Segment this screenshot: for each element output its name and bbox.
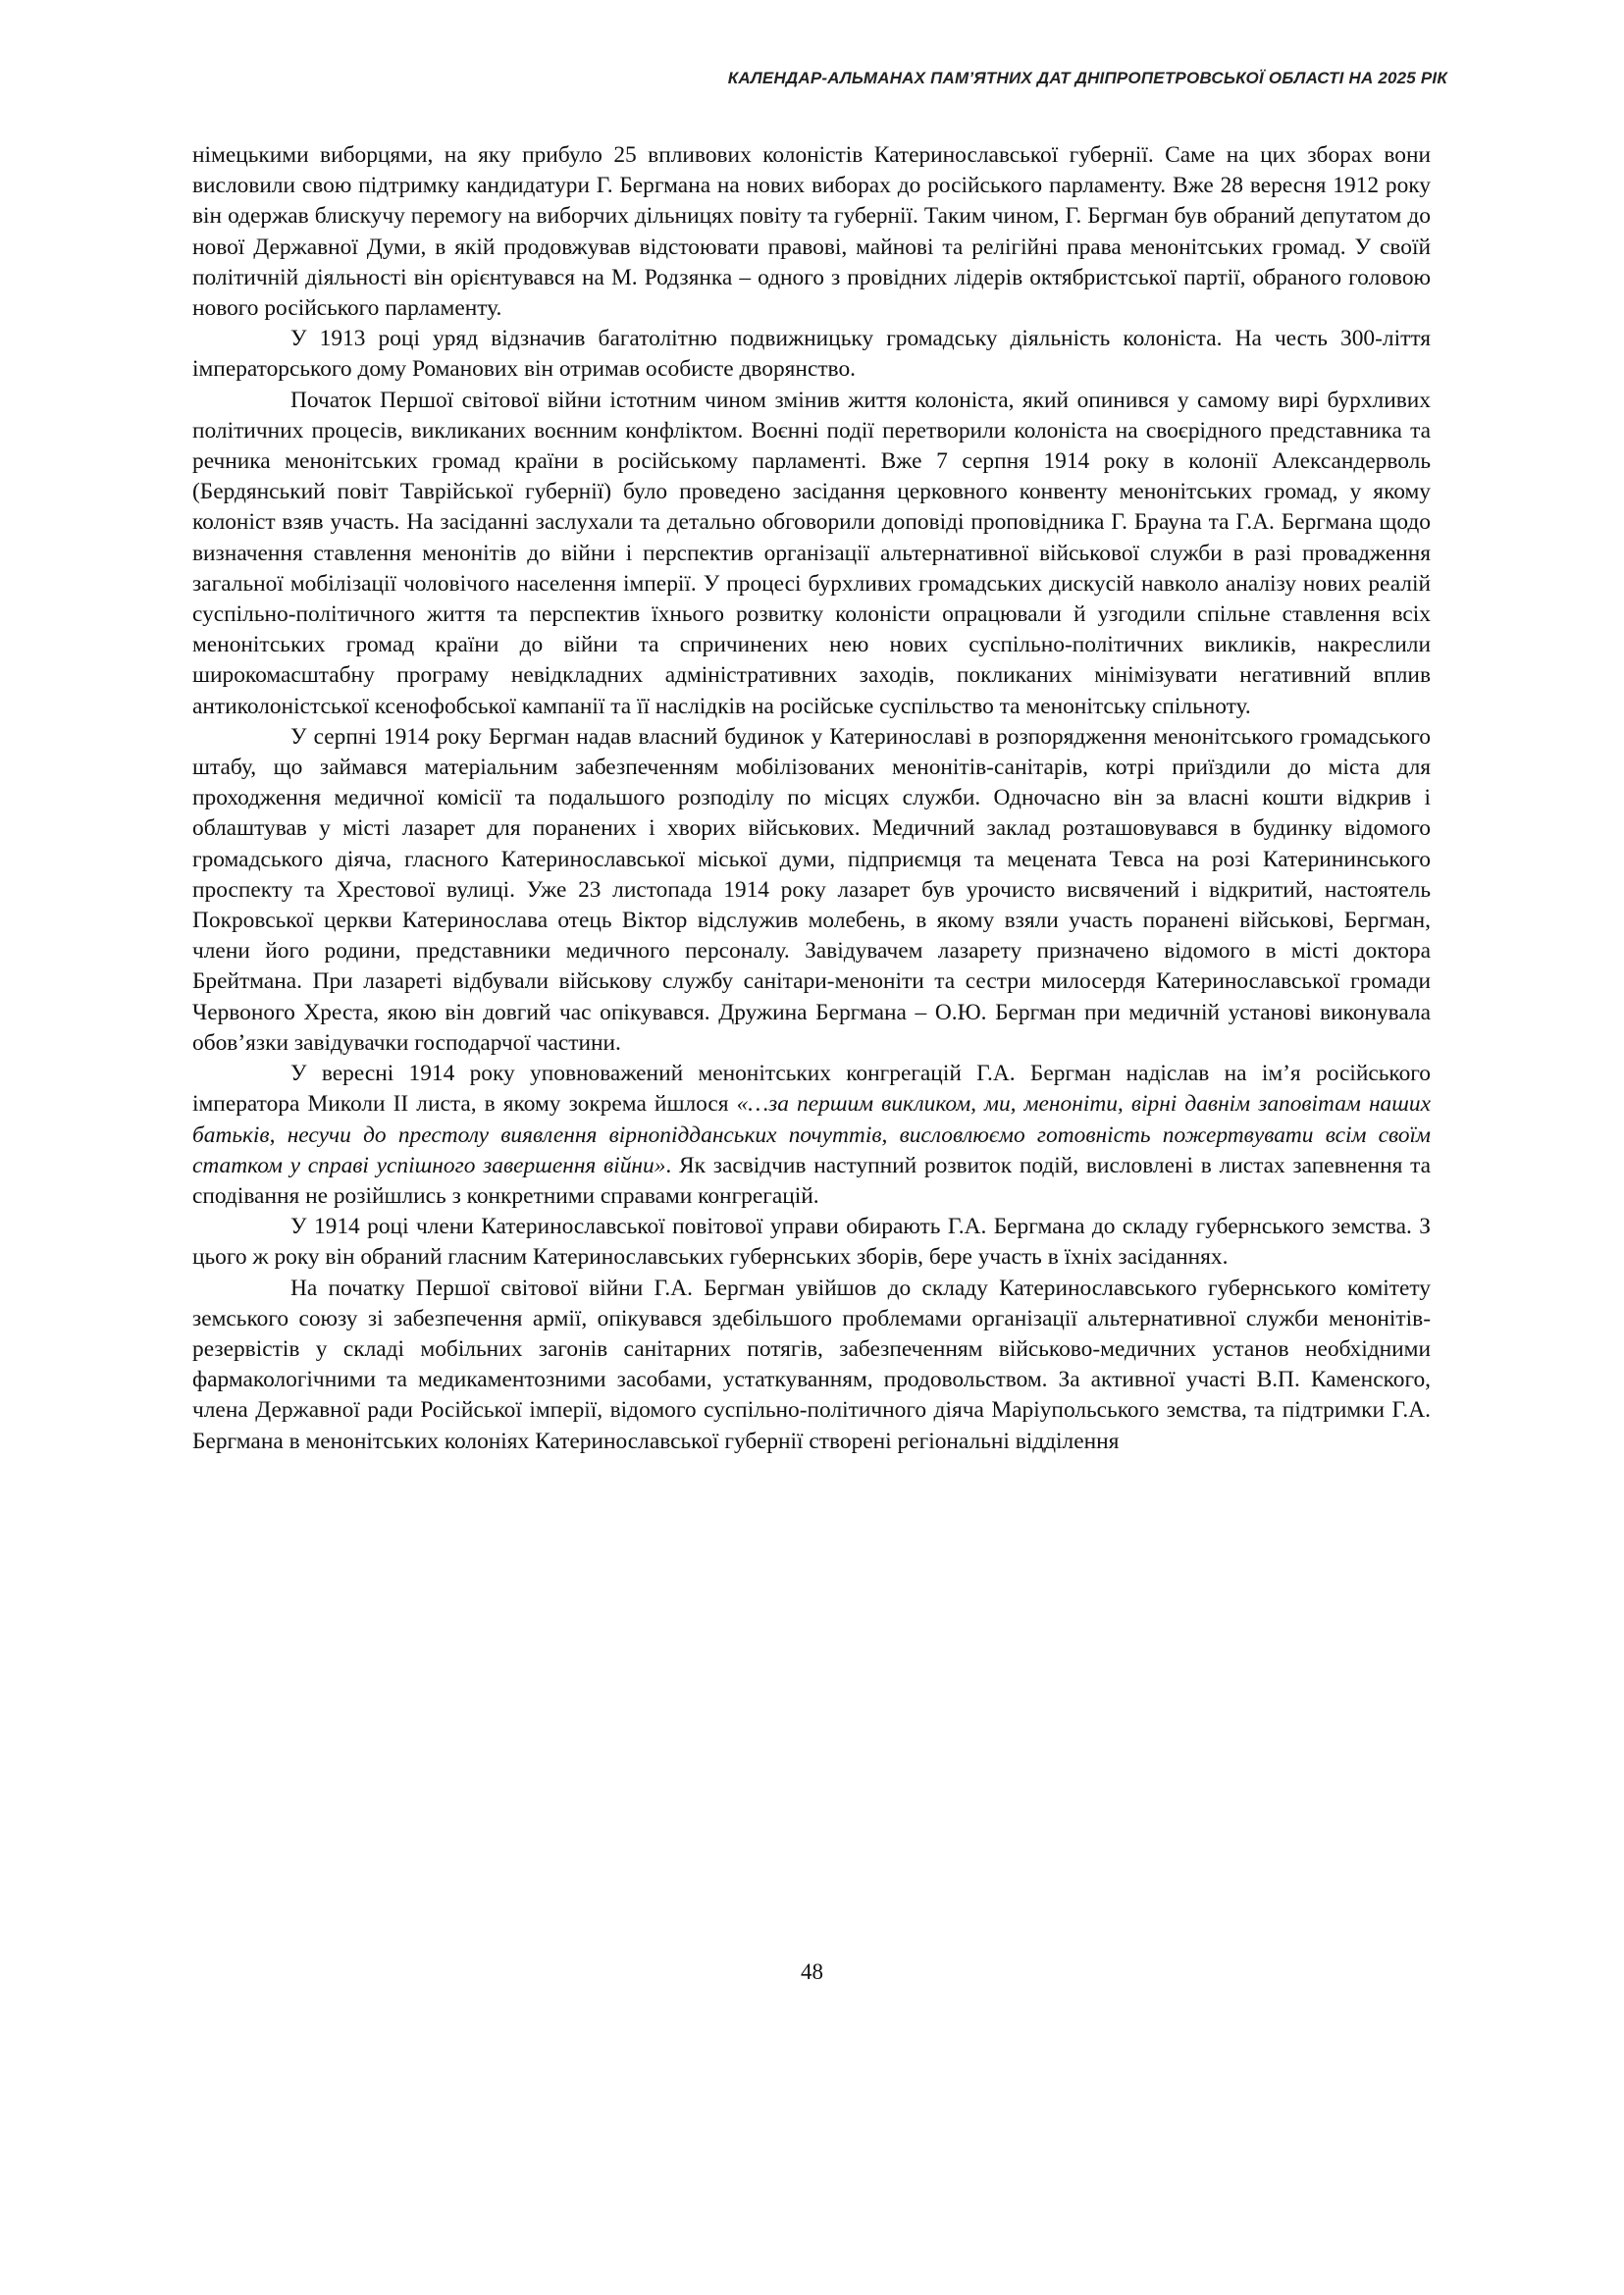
body-text: [192, 140, 1431, 1457]
page-number: 48: [801, 1959, 823, 1984]
paragraph-5-tail: . Як засвідчив наступний розвиток подій, висловлені в листах запевнення та сподівання не розійшлись з конкретними справами конгрегацій.: [192, 1152, 1432, 1209]
paragraph-5-lead: У вересні 1914 року уповноважений менонітських конгрегацій Г.А. Бергман надіслав на ім’я російського імператора Миколи ІІ листа, в якому зокрема йшлося: [192, 1061, 1431, 1118]
running-header: КАЛЕНДАР-АЛЬМАНАХ ПАМ’ЯТНИХ ДАТ ДНІПРОПЕТРОВСЬКОЇ ОБЛАСТІ НА 2025 РІК: [727, 69, 1447, 87]
paragraph-7: На початку Першої світової війни Г.А. Бергман увійшов до складу Катеринославського губернського комітету земського союзу зі забезпечення армії, опікувався здебільшого проблемами організації альтернативної служби менонітів-резервістів у складі мобільних загонів санітарних потягів, забезпеченням військово-медичних установ необхідними фармакологічними та медикаментозними засобами, устаткуванням, продовольством. За активної участі В.П. Каменского, члена Державної ради Російської імперії, відомого суспільно-політичного діяча Маріупольського земства, та підтримки Г.А. Бергмана в менонітських колоніях Катеринославської губернії створені регіональні відділення: [192, 1275, 1431, 1454]
paragraph-2: У 1913 році уряд відзначив багатолітню подвижницьку громадську діяльність колоніста. На честь 300-ліття імператорського дому Романових він отримав особисте дворянство.: [192, 326, 1431, 383]
paragraph-1: німецькими виборцями, на яку прибуло 25 впливових колоністів Катеринославської губернії. Саме на цих зборах вони висловили свою підтримку кандидатури Г. Бергмана на нових виборах до російського парламенту. Вже 28 вересня 1912 року він одержав блискучу перемогу на виборчих дільницях повіту та губернії. Таким чином, Г. Бергман був обраний депутатом до нової Державної Думи, в якій продовжував відстоювати правові, майнові та релігійні права менонітських громад. У своїй політичній діяльності він орієнтувався на М. Родзянка – одного з провідних лідерів октябристської партії, обраного головою нового російського парламенту.: [192, 142, 1431, 322]
paragraph-5: [192, 1059, 1431, 1212]
paragraph-4: У серпні 1914 року Бергман надав власний будинок у Катеринославі в розпорядження менонітського громадського штабу, що займався матеріальним забезпеченням мобілізованих менонітів-санітарів, котрі приїздили до міста для проходження медичної комісії та подальшого розподілу по місцях служби. Одночасно він за власні кошти відкрив і облаштував у місті лазарет для поранених і хворих військових. Медичний заклад розташовувався в будинку відомого громадського діяча, гласного Катеринославської міської думи, підприємця та мецената Тевса на розі Катерининського проспекту та Хрестової вулиці. Уже 23 листопада 1914 року лазарет був урочисто висвячений і відкритий, настоятель Покровської церкви Катеринослава отець Віктор відслужив молебень, в якому взяли участь поранені військові, Бергман, члени його родини, представники медичного персоналу. Завідувачем лазарету призначено відомого в місті доктора Брейтмана. При лазареті відбували військову службу санітари-меноніти та сестри милосердя Катеринославської громади Червоного Хреста, якою він довгий час опікувався. Дружина Бергмана – О.Ю. Бергман при медичній установі виконувала обов’язки завідувачки господарчої частини.: [192, 723, 1431, 1056]
paragraph-3: Початок Першої світової війни істотним чином змінив життя колоніста, який опинився у самому вирі бурхливих політичних процесів, викликаних воєнним конфліктом. Воєнні події перетворили колоніста на своєрідного представника та речника менонітських громад країни в російському парламенті. Вже 7 серпня 1914 року в колонії Александерволь (Бердянський повіт Таврійської губернії) було проведено засідання церковного конвенту менонітських громад, у якому колоніст взяв участь. На засіданні заслухали та детально обговорили доповіді проповідника Г. Брауна та Г.А. Бергмана щодо визначення ставлення менонітів до війни і перспектив організації альтернативної військової служби в разі провадження загальної мобілізації чоловічого населення імперії. У процесі бурхливих громадських дискусій навколо аналізу нових реалій суспільно-політичного життя та перспектив їхнього розвитку колоністи опрацювали й узгодили спільне ставлення всіх менонітських громад країни до війни та спричинених нею нових суспільно-політичних викликів, накреслили широкомасштабну програму невідкладних адміністративних заходів, покликаних мінімізувати негативний вплив антиколоністської ксенофобської кампанії та її наслідків на російське суспільство та менонітську спільноту.: [192, 387, 1431, 719]
letter-quote: «…за першим викликом, ми, меноніти, вірні давнім заповітам наших батьків, несучи до престолу виявлення вірнопідданських почуттів, висловлюємо готовність пожертвувати всім своїм статком у справі успішного завершення війни»: [192, 1091, 1431, 1178]
paragraph-6: У 1914 році члени Катеринославської повітової управи обирають Г.А. Бергмана до складу губернського земства. З цього ж року він обраний гласним Катеринославських губернських зборів, бере участь в їхніх засіданнях.: [192, 1214, 1431, 1271]
